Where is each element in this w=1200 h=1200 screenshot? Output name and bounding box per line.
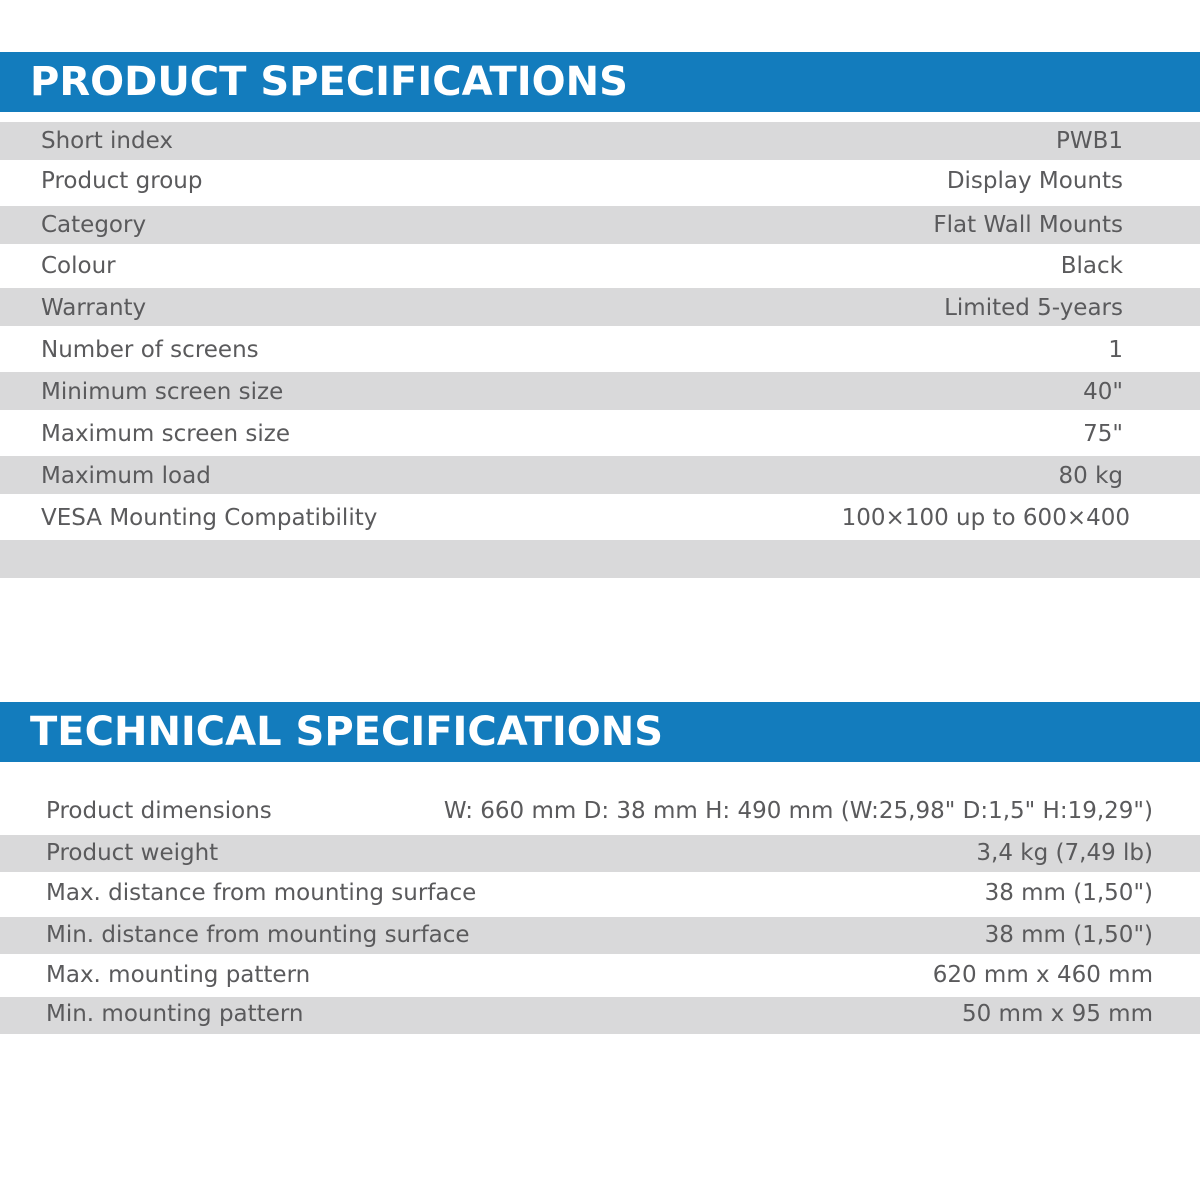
spec-label: Product dimensions [46, 798, 272, 824]
spec-label: VESA Mounting Compatibility [41, 505, 378, 531]
spec-value: 75" [1083, 421, 1123, 447]
spec-value: 620 mm x 460 mm [932, 962, 1153, 988]
spec-value: Limited 5-years [944, 295, 1123, 321]
spec-row-max-mounting-pattern [0, 955, 1200, 995]
spec-value: 100×100 up to 600×400 [841, 505, 1130, 531]
spec-value: PWB1 [1055, 128, 1123, 154]
spec-value: 1 [1108, 337, 1123, 363]
product-specifications-title: PRODUCT SPECIFICATIONS [30, 59, 628, 105]
spec-label: Max. distance from mounting surface [46, 880, 477, 906]
spec-label: Maximum screen size [41, 421, 291, 447]
spec-row-number-of-screens [0, 329, 1200, 371]
spec-row-maximum-load [0, 455, 1200, 497]
spec-value: 3,4 kg (7,49 lb) [976, 840, 1153, 866]
row-stripe [0, 540, 1200, 578]
spec-row-min-distance [0, 915, 1200, 955]
spec-row-warranty [0, 287, 1200, 329]
spec-row-category [0, 204, 1200, 246]
spec-value: 38 mm (1,50") [984, 922, 1153, 948]
spec-label: Product weight [46, 840, 219, 866]
spec-value: 38 mm (1,50") [984, 880, 1153, 906]
spec-row-short-index [0, 120, 1200, 162]
technical-specifications-title: TECHNICAL SPECIFICATIONS [30, 709, 664, 755]
spec-label: Warranty [41, 295, 147, 321]
spec-label: Product group [41, 168, 203, 194]
spec-label: Short index [41, 128, 173, 154]
spec-row-max-distance [0, 873, 1200, 913]
spec-value: 50 mm x 95 mm [961, 1001, 1153, 1027]
spec-value: Display Mounts [946, 168, 1123, 194]
spec-label: Category [41, 212, 147, 238]
spec-row-vesa-compatibility [0, 497, 1200, 539]
spec-value: Black [1060, 253, 1123, 279]
spec-value: 40" [1083, 379, 1123, 405]
technical-specifications-header [0, 702, 1200, 762]
spec-row-product-group [0, 160, 1200, 202]
spec-row-minimum-screen-size [0, 371, 1200, 413]
spec-label: Min. distance from mounting surface [46, 922, 470, 948]
spec-row-product-weight [0, 833, 1200, 873]
product-specifications-header [0, 52, 1200, 112]
spec-label: Min. mounting pattern [46, 1001, 304, 1027]
spec-row-min-mounting-pattern [0, 994, 1200, 1034]
spec-label: Minimum screen size [41, 379, 284, 405]
spec-value: Flat Wall Mounts [933, 212, 1123, 238]
spec-row-product-dimensions [0, 791, 1200, 831]
spec-value: 80 kg [1058, 463, 1123, 489]
spec-label: Number of screens [41, 337, 259, 363]
spec-label: Maximum load [41, 463, 211, 489]
spec-label: Max. mounting pattern [46, 962, 311, 988]
spec-row-maximum-screen-size [0, 413, 1200, 455]
spec-value: W: 660 mm D: 38 mm H: 490 mm (W:25,98" D:1,5" H:19,29") [443, 798, 1153, 824]
spec-row-colour [0, 245, 1200, 287]
spec-label: Colour [41, 253, 116, 279]
